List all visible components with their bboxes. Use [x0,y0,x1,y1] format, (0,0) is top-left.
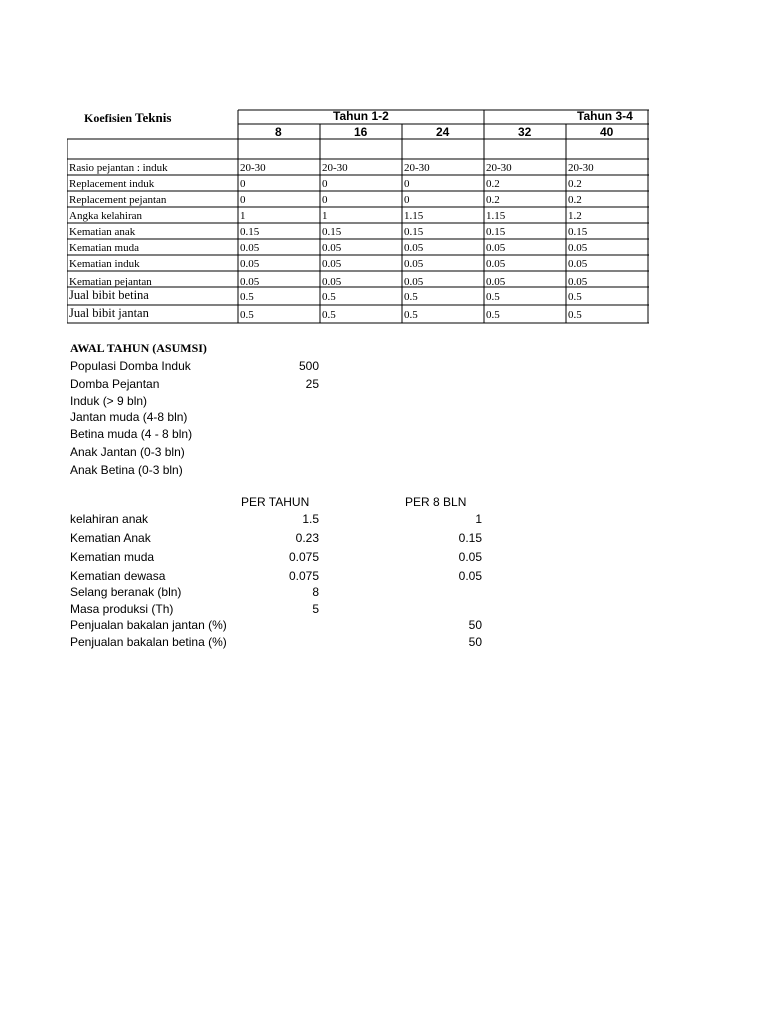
table-cell: 0.2 [568,178,582,190]
rate-per-tahun: 8 [312,585,319,599]
row-label: Replacement pejantan [69,194,167,206]
rate-label: Penjualan bakalan jantan (%) [70,618,227,632]
rate-per-tahun: 0.075 [288,550,319,564]
row-label: Kematian anak [69,226,136,238]
table-cell: 20-30 [404,162,430,174]
table-cell: 0.5 [568,309,582,321]
awal-label: Betina muda (4 - 8 bln) [70,427,193,441]
rate-label: Selang beranak (bln) [70,585,182,599]
table-cell: 0.05 [404,276,424,288]
row-label: Rasio pejantan : induk [69,162,168,174]
table-grid-lines [67,109,649,324]
column-header-8: 8 [275,125,282,139]
col-header-per-tahun: PER TAHUN [241,495,310,509]
table-cell: 0.2 [486,178,500,190]
table-cell: 0.05 [486,276,506,288]
row-label: Jual bibit betina [69,288,149,302]
coefficient-table [67,109,649,324]
table-cell: 0 [404,194,410,206]
table-cell: 0.2 [568,194,582,206]
awal-heading: AWAL TAHUN (ASUMSI) [70,341,207,355]
awal-label: Anak Jantan (0-3 bln) [70,445,185,459]
rate-label: Kematian dewasa [70,569,166,583]
table-cell: 0.15 [404,226,424,238]
rate-label: Kematian Anak [70,531,151,545]
rate-per-8bln: 50 [468,635,482,649]
row-label: Jual bibit jantan [69,306,149,320]
table-cell: 1.2 [568,210,582,222]
rate-label: Masa produksi (Th) [70,602,174,616]
table-cell: 0.05 [568,258,588,270]
rate-per-8bln: 0.05 [458,550,482,564]
column-header-40: 40 [600,125,614,139]
table-cell: 0.15 [486,226,506,238]
table-cell: 0.05 [486,258,506,270]
table-cell: 0.05 [322,242,342,254]
table-cell: 0.2 [486,194,500,206]
row-label: Replacement induk [69,178,155,190]
rate-per-tahun: 5 [312,602,319,616]
awal-label: Populasi Domba Induk [70,359,191,373]
table-cell: 0.5 [322,309,336,321]
table-cell: 20-30 [322,162,348,174]
table-cell: 0.15 [568,226,588,238]
table-cell: 0.05 [322,258,342,270]
group-header-tahun-3-4: Tahun 3-4 [577,109,633,123]
awal-label: Jantan muda (4-8 bln) [70,410,188,424]
table-cell: 0.5 [404,291,418,303]
table-cell: 20-30 [568,162,594,174]
table-cell: 0 [404,178,410,190]
rate-per-8bln: 1 [475,512,482,526]
rate-per-tahun: 1.5 [302,512,319,526]
table-cell: 0 [240,194,246,206]
table-cell: 0.05 [404,258,424,270]
column-header-32: 32 [518,125,532,139]
table-cell: 0.05 [240,276,260,288]
table-cell: 0 [322,194,328,206]
table-cell: 0.05 [322,276,342,288]
table-cell: 0.5 [322,291,336,303]
table-cell: 1 [240,210,246,222]
table-cell: 0.05 [568,242,588,254]
table-cell: 0.15 [322,226,342,238]
group-header-tahun-1-2: Tahun 1-2 [333,109,389,123]
rate-per-8bln: 50 [468,618,482,632]
awal-label: Anak Betina (0-3 bln) [70,463,183,477]
table-cell: 0.5 [486,291,500,303]
title-small: Koefisien [84,111,132,125]
table-cell: 0.05 [568,276,588,288]
table-cell: 1.15 [404,210,424,222]
table-cell: 0.5 [568,291,582,303]
column-header-16: 16 [354,125,368,139]
rate-per-8bln: 0.05 [458,569,482,583]
rate-per-tahun: 0.23 [295,531,319,545]
awal-value: 25 [305,377,319,391]
table-cell: 0.05 [486,242,506,254]
table-cell: 0.05 [240,258,260,270]
table-cell: 0 [322,178,328,190]
title-big: Teknis [135,110,172,125]
row-label: Angka kelahiran [69,210,142,222]
rate-per-tahun: 0.075 [288,569,319,583]
awal-label: Induk (> 9 bln) [70,394,148,408]
rate-label: kelahiran anak [70,512,149,526]
table-cell: 0.05 [240,242,260,254]
row-label: Kematian induk [69,258,140,270]
awal-label: Domba Pejantan [70,377,160,391]
col-header-per-8bln: PER 8 BLN [405,495,467,509]
table-cell: 0.5 [240,291,254,303]
table-cell: 0.05 [404,242,424,254]
row-label: Kematian pejantan [69,276,152,288]
table-cell: 0.5 [240,309,254,321]
rate-per-8bln: 0.15 [458,531,482,545]
rate-label: Penjualan bakalan betina (%) [70,635,227,649]
rate-label: Kematian muda [70,550,155,564]
table-cell: 20-30 [486,162,512,174]
column-header-24: 24 [436,125,450,139]
table-cell: 1 [322,210,328,222]
table-cell: 0.5 [404,309,418,321]
table-cell: 20-30 [240,162,266,174]
awal-value: 500 [298,359,319,373]
table-cell: 0.5 [486,309,500,321]
table-cell: 0 [240,178,246,190]
row-label: Kematian muda [69,242,139,254]
table-cell: 1.15 [486,210,506,222]
table-cell: 0.15 [240,226,260,238]
